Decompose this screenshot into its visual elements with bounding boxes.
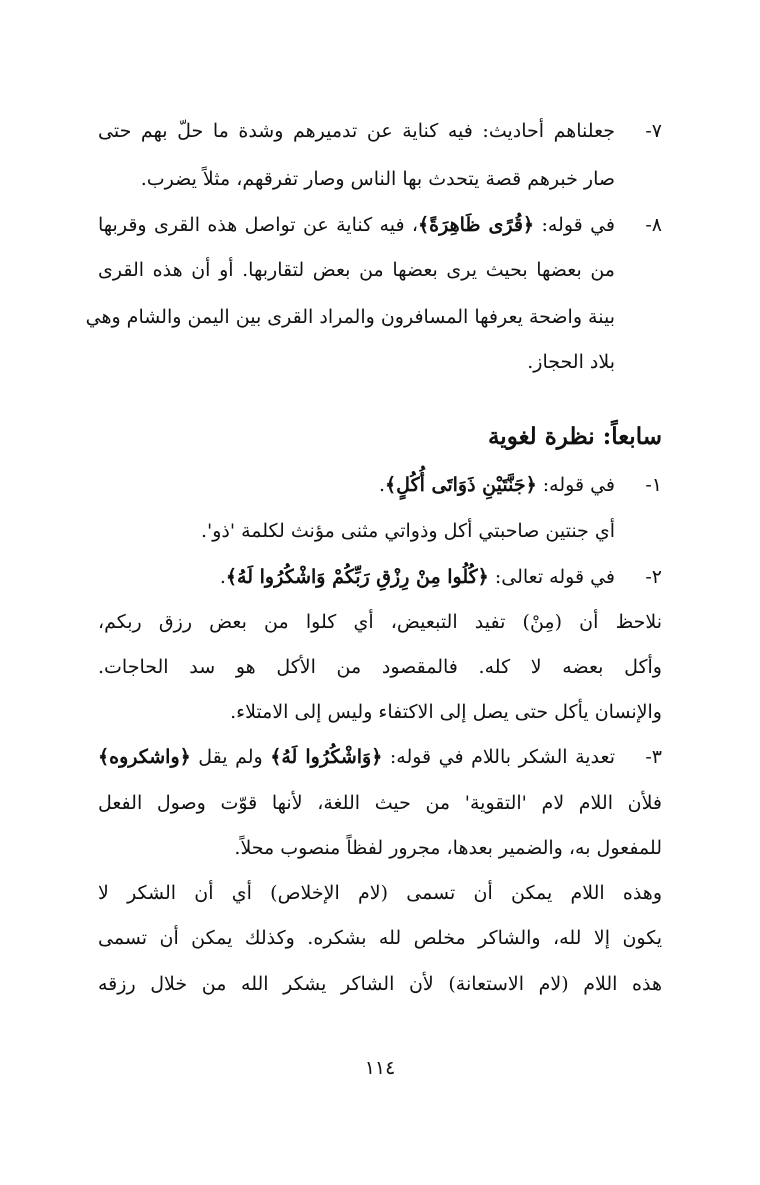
- text-line: نلاحظ أن (مِنْ) تفيد التبعيض، أي كلوا من بعض رزق ربكم،: [98, 611, 662, 633]
- text-segment: في قوله:: [536, 474, 615, 496]
- text-line: والإنسان يأكل حتى يصل إلى الاكتفاء وليس إلى الامتلاء.: [230, 701, 662, 723]
- item-number: ٧-: [645, 120, 662, 142]
- item-number: ٣-: [645, 746, 662, 768]
- text-line: للمفعول به، والضمير بعدها، مجرور لفظاً منصوب محلاً.: [234, 837, 662, 859]
- text-line: [98, 742, 615, 772]
- text-line: [98, 562, 615, 592]
- item-number: ١-: [645, 474, 662, 496]
- text-line: وأكل بعضه لا كله. فالمقصود من الأكل هو سد الحاجات.: [98, 656, 662, 678]
- quran-quote: ﴿قُرًى ظَاهِرَةً﴾: [418, 214, 535, 236]
- text-line: هذه اللام (لام الاستعانة) لأن الشاكر يشكر الله من خلال رزقه: [98, 973, 662, 995]
- section-heading: سابعاً: نظرة لغوية: [487, 423, 662, 450]
- item-number: ٨-: [645, 214, 662, 236]
- quran-quote: ﴿كُلُوا مِنْ رِزْقِ رَبِّكُمْ وَاشْكُرُوا لَهُ﴾: [225, 566, 489, 588]
- text-segment: .: [379, 474, 386, 496]
- page-number: ١١٤: [364, 1057, 396, 1079]
- text-segment: في قوله تعالى:: [488, 566, 615, 588]
- text-segment: ، فيه كناية عن تواصل هذه القرى وقربها: [98, 214, 419, 236]
- text-line: وهذه اللام يمكن أن تسمى (لام الإخلاص) أي أن الشكر لا: [98, 882, 662, 904]
- text-line: [98, 470, 615, 500]
- quran-quote: ﴿جَنَّتَيْنِ ذَوَاتَى أُكُلٍ﴾: [385, 474, 537, 496]
- text-segment: .: [219, 566, 226, 588]
- text-line: فلأن اللام لام 'التقوية' من حيث اللغة، لأنها قوّت وصول الفعل: [98, 792, 662, 814]
- text-segment: في قوله:: [534, 214, 616, 236]
- quran-quote: ﴿واشكروه﴾: [98, 746, 191, 768]
- text-line: بينة واضحة يعرفها المسافرون والمراد القرى بين اليمن والشام وهي: [85, 306, 615, 328]
- text-line: بلاد الحجاز.: [527, 351, 615, 373]
- text-line: من بعضها بحيث يرى بعضها من بعض لتقاربها. أو أن هذه القرى: [98, 259, 615, 281]
- quran-quote: ﴿وَاشْكُرُوا لَهُ﴾: [270, 746, 383, 768]
- item-number: ٢-: [645, 566, 662, 588]
- text-segment: ولم يقل: [190, 746, 271, 768]
- text-line: صار خبرهم قصة يتحدث بها الناس وصار تفرقهم، مثلاً يضرب.: [140, 168, 615, 190]
- text-line: أي جنتين صاحبتي أكل وذواتي مثنى مؤنث لكلمة 'ذو'.: [200, 520, 615, 542]
- text-line: جعلناهم أحاديث: فيه كناية عن تدميرهم وشدة ما حلّ بهم حتى: [98, 120, 615, 142]
- text-line: [98, 210, 615, 240]
- text-line: يكون إلا لله، والشاكر مخلص لله بشكره. وكذلك يمكن أن تسمى: [98, 927, 662, 949]
- text-segment: تعدية الشكر باللام في قوله:: [382, 746, 615, 768]
